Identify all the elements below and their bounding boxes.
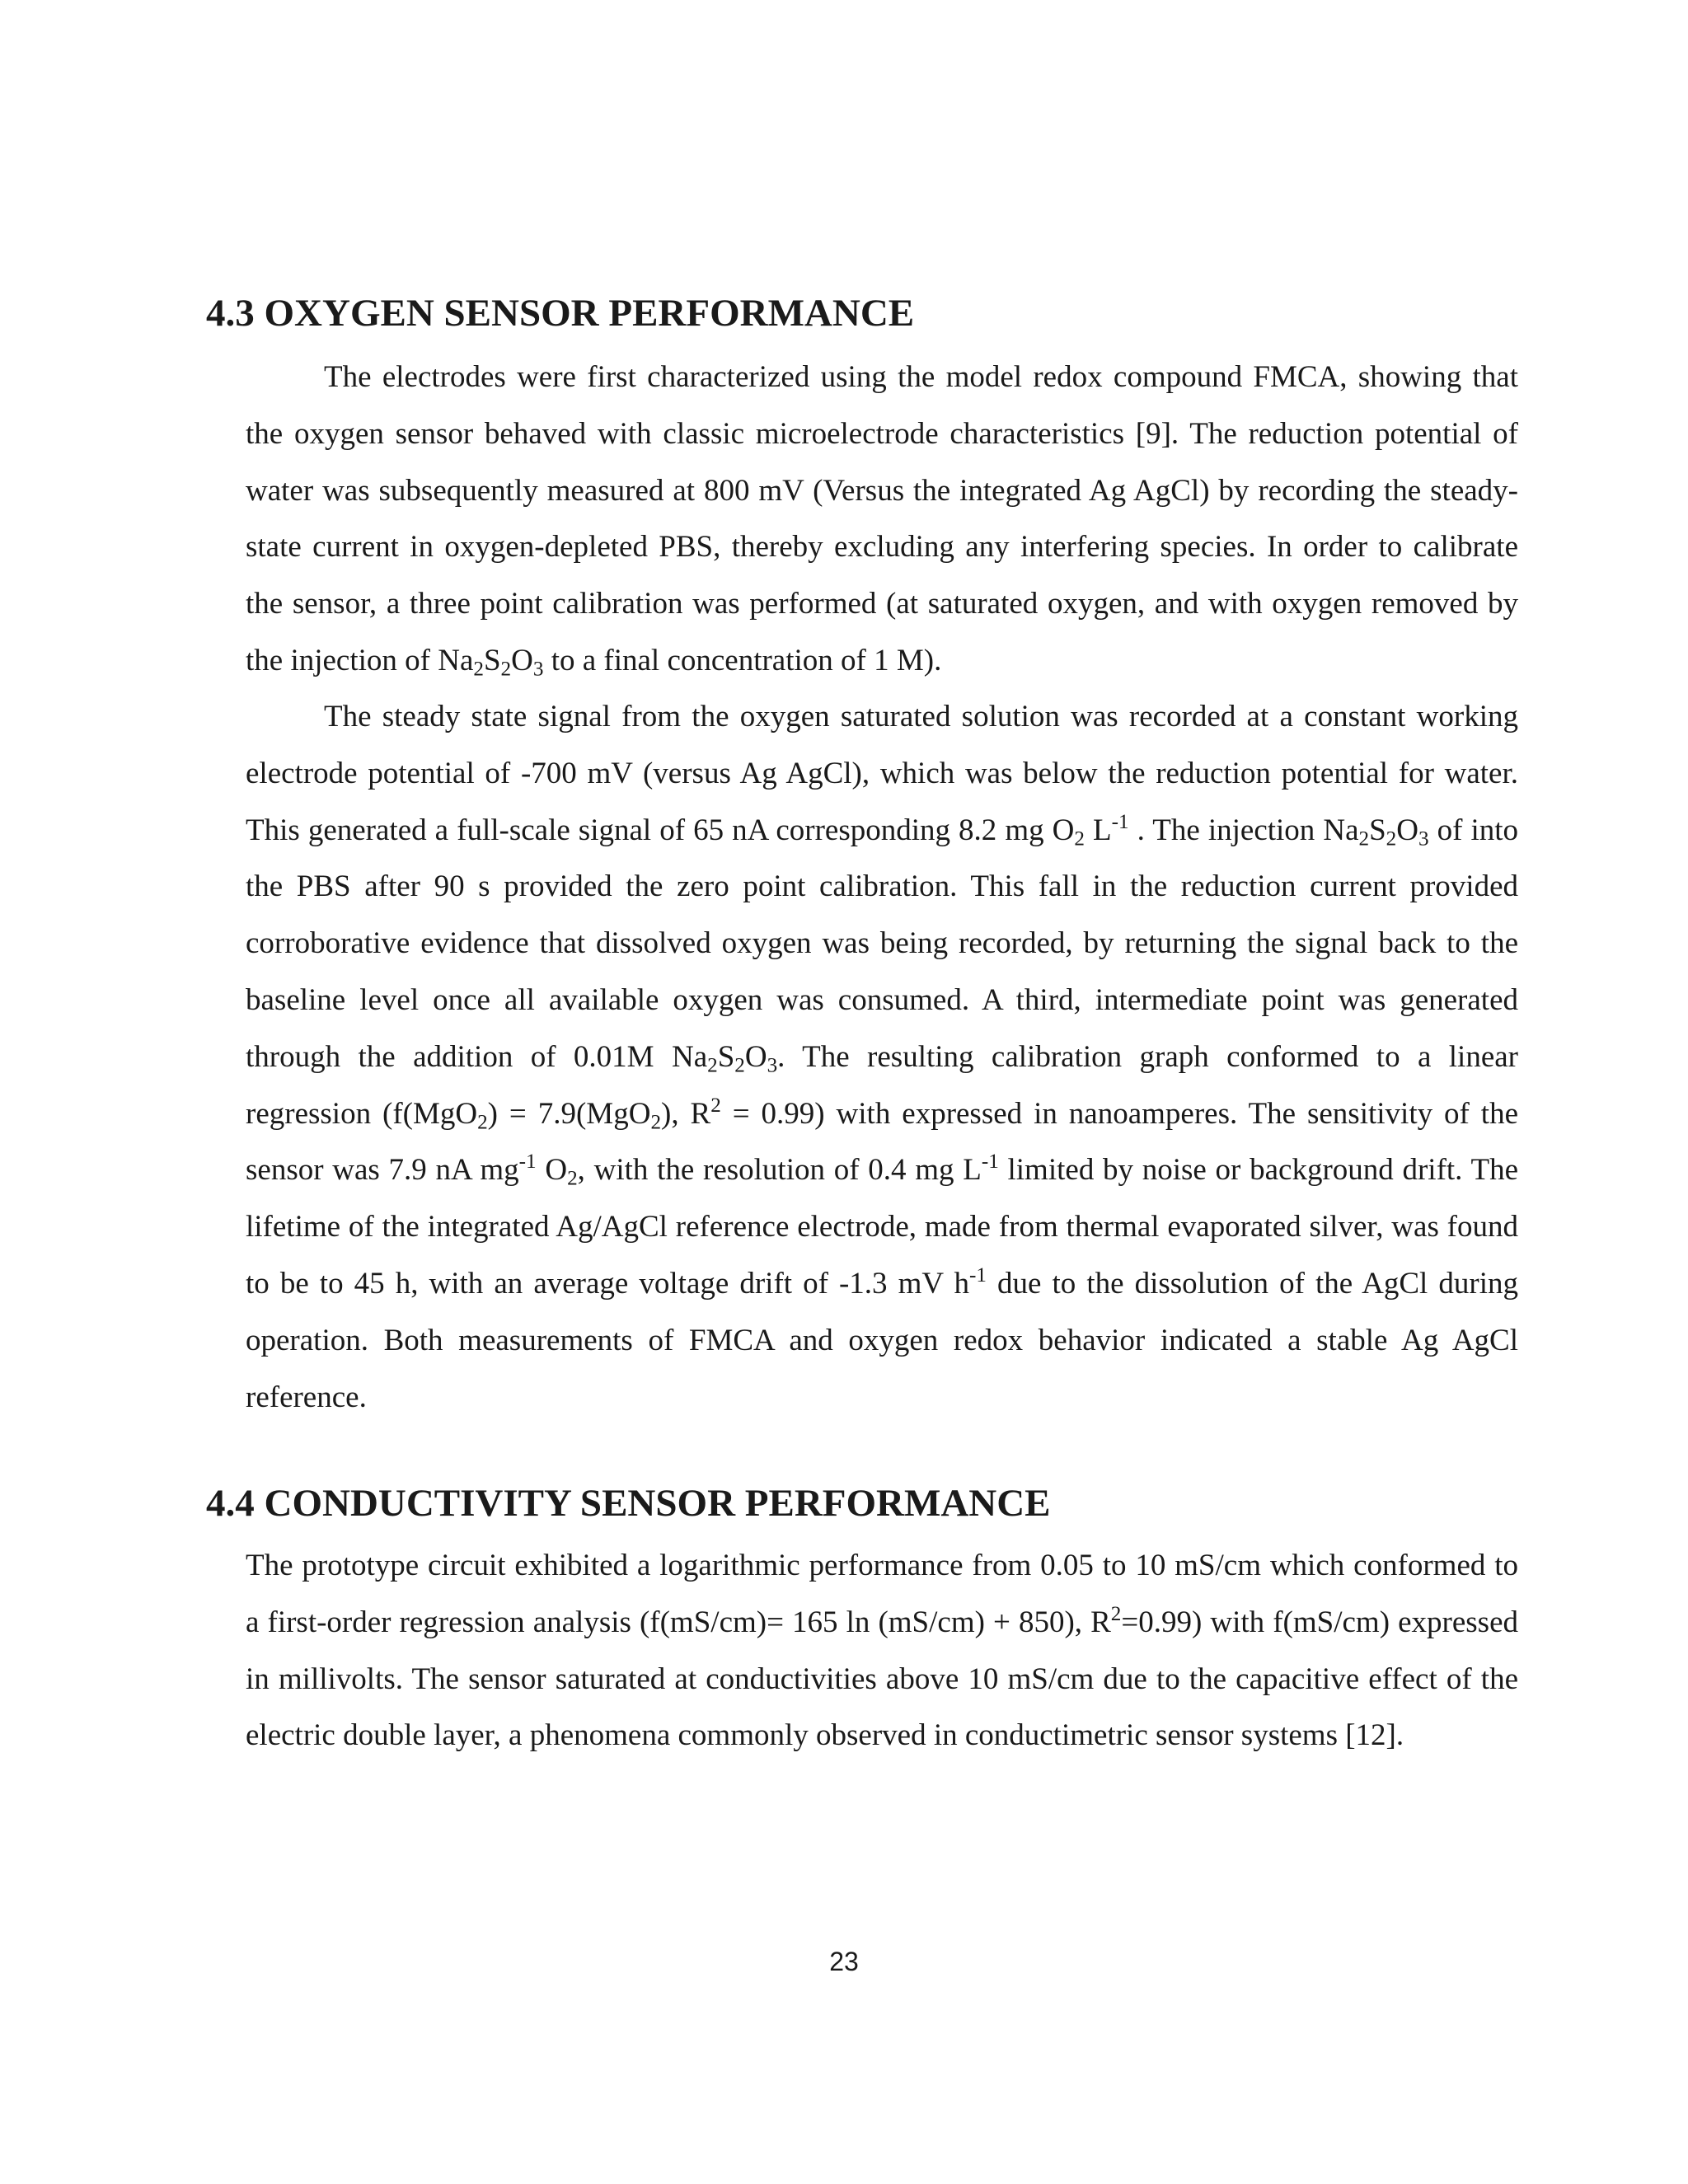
text-run: S	[1369, 813, 1386, 847]
text-run: to a final concentration of 1 M).	[543, 643, 942, 677]
text-run: , with the resolution of 0.4 mg L	[577, 1153, 982, 1188]
text-run: S	[483, 643, 501, 677]
text-run: L	[1084, 813, 1112, 847]
subscript: 2	[500, 658, 512, 681]
subscript: 2	[567, 1167, 578, 1190]
subscript: 2	[1358, 827, 1370, 850]
text-run: The electrodes were first characterized using the model redox compound FMCA, showing that the oxygen sensor behaved with classic microelectrode characteristics [9]. The reduction potential of water was subsequently measured at 800 mV (Versus the integrated Ag AgCl) by recording the steady-state current in oxygen-depleted PBS, thereby excluding any interfering species. In order to calibrate the sensor, a three point calibration was performed (at saturated oxygen, and with oxygen removed by the injection of Na	[246, 360, 1518, 677]
subscript: 2	[734, 1054, 745, 1077]
subscript: 2	[477, 1110, 488, 1133]
text-run: ), R	[661, 1096, 711, 1131]
paragraph-oxygen-calibration	[246, 349, 1518, 690]
text-run: S	[717, 1039, 735, 1074]
subscript: 2	[1386, 827, 1397, 850]
subscript: 2	[650, 1110, 662, 1133]
section-heading-conductivity-sensor: 4.4 CONDUCTIVITY SENSOR PERFORMANCE	[206, 1482, 1051, 1525]
text-run: limited by noise or background drift. The lifetime of the integrated Ag/AgCl reference electrode, made from thermal evaporated silver, was found to be to 45 h, with an average voltage drift of -1.3 mV h	[246, 1153, 1518, 1301]
text-run: = 0.99) with expressed in nanoamperes. The sensitivity of the sensor was 7.9 nA mg	[246, 1096, 1519, 1188]
text-run: O	[1396, 813, 1418, 847]
text-run: due to the dissolution of the AgCl during operation. Both measurements of FMCA and oxygen redox behavior indicated a stable Ag AgCl reference.	[246, 1266, 1518, 1414]
subscript: 2	[473, 658, 484, 681]
text-run: ) = 7.9(MgO	[487, 1096, 651, 1131]
page-number: 23	[829, 1947, 859, 1976]
subscript: 3	[1418, 827, 1429, 850]
superscript: 2	[1110, 1602, 1122, 1625]
text-run: The prototype circuit exhibited a logarithmic performance from 0.05 to 10 mS/cm which conformed to a first-order regression analysis (f(mS/cm)= 165 ln (mS/cm) + 850), R	[246, 1549, 1518, 1639]
subscript: 2	[1074, 827, 1085, 850]
superscript: -1	[969, 1264, 987, 1287]
text-run: O	[511, 643, 533, 677]
paragraph-conductivity	[246, 1538, 1518, 1765]
subscript: 3	[532, 658, 544, 681]
superscript: -1	[518, 1151, 537, 1174]
superscript: -1	[981, 1151, 999, 1174]
text-run: =0.99) with f(mS/cm) expressed in millivolts. The sensor saturated at conductivities above 10 mS/cm due to the capacitive effect of the electric double layer, a phenomena commonly observed in conductimetric sensor systems [12].	[246, 1605, 1518, 1753]
text-run: O	[536, 1153, 568, 1188]
text-run: of into the PBS after 90 s provided the zero point calibration. This fall in the reduction current provided corroborative evidence that dissolved oxygen was being recorded, by returning the signal back to the baseline level once all available oxygen was consumed. A third, intermediate point was generated through the addition of 0.01M Na	[246, 813, 1519, 1074]
superscript: 2	[710, 1094, 721, 1117]
text-run: . The injection Na	[1128, 813, 1359, 847]
superscript: -1	[1111, 810, 1129, 833]
text-run: O	[744, 1039, 767, 1074]
subscript: 3	[767, 1054, 778, 1077]
subscript: 2	[707, 1054, 718, 1077]
text-run: . The resulting calibration graph conformed to a linear regression (f(MgO	[246, 1039, 1519, 1131]
section-heading-oxygen-sensor: 4.3 OXYGEN SENSOR PERFORMANCE	[206, 292, 915, 335]
text-run: The steady state signal from the oxygen saturated solution was recorded at a constant working electrode potential of -700 mV (versus Ag AgCl), which was below the reduction potential for water. This generated a full-scale signal of 65 nA corresponding 8.2 mg O	[246, 700, 1518, 847]
paragraph-oxygen-signal	[246, 689, 1518, 1426]
